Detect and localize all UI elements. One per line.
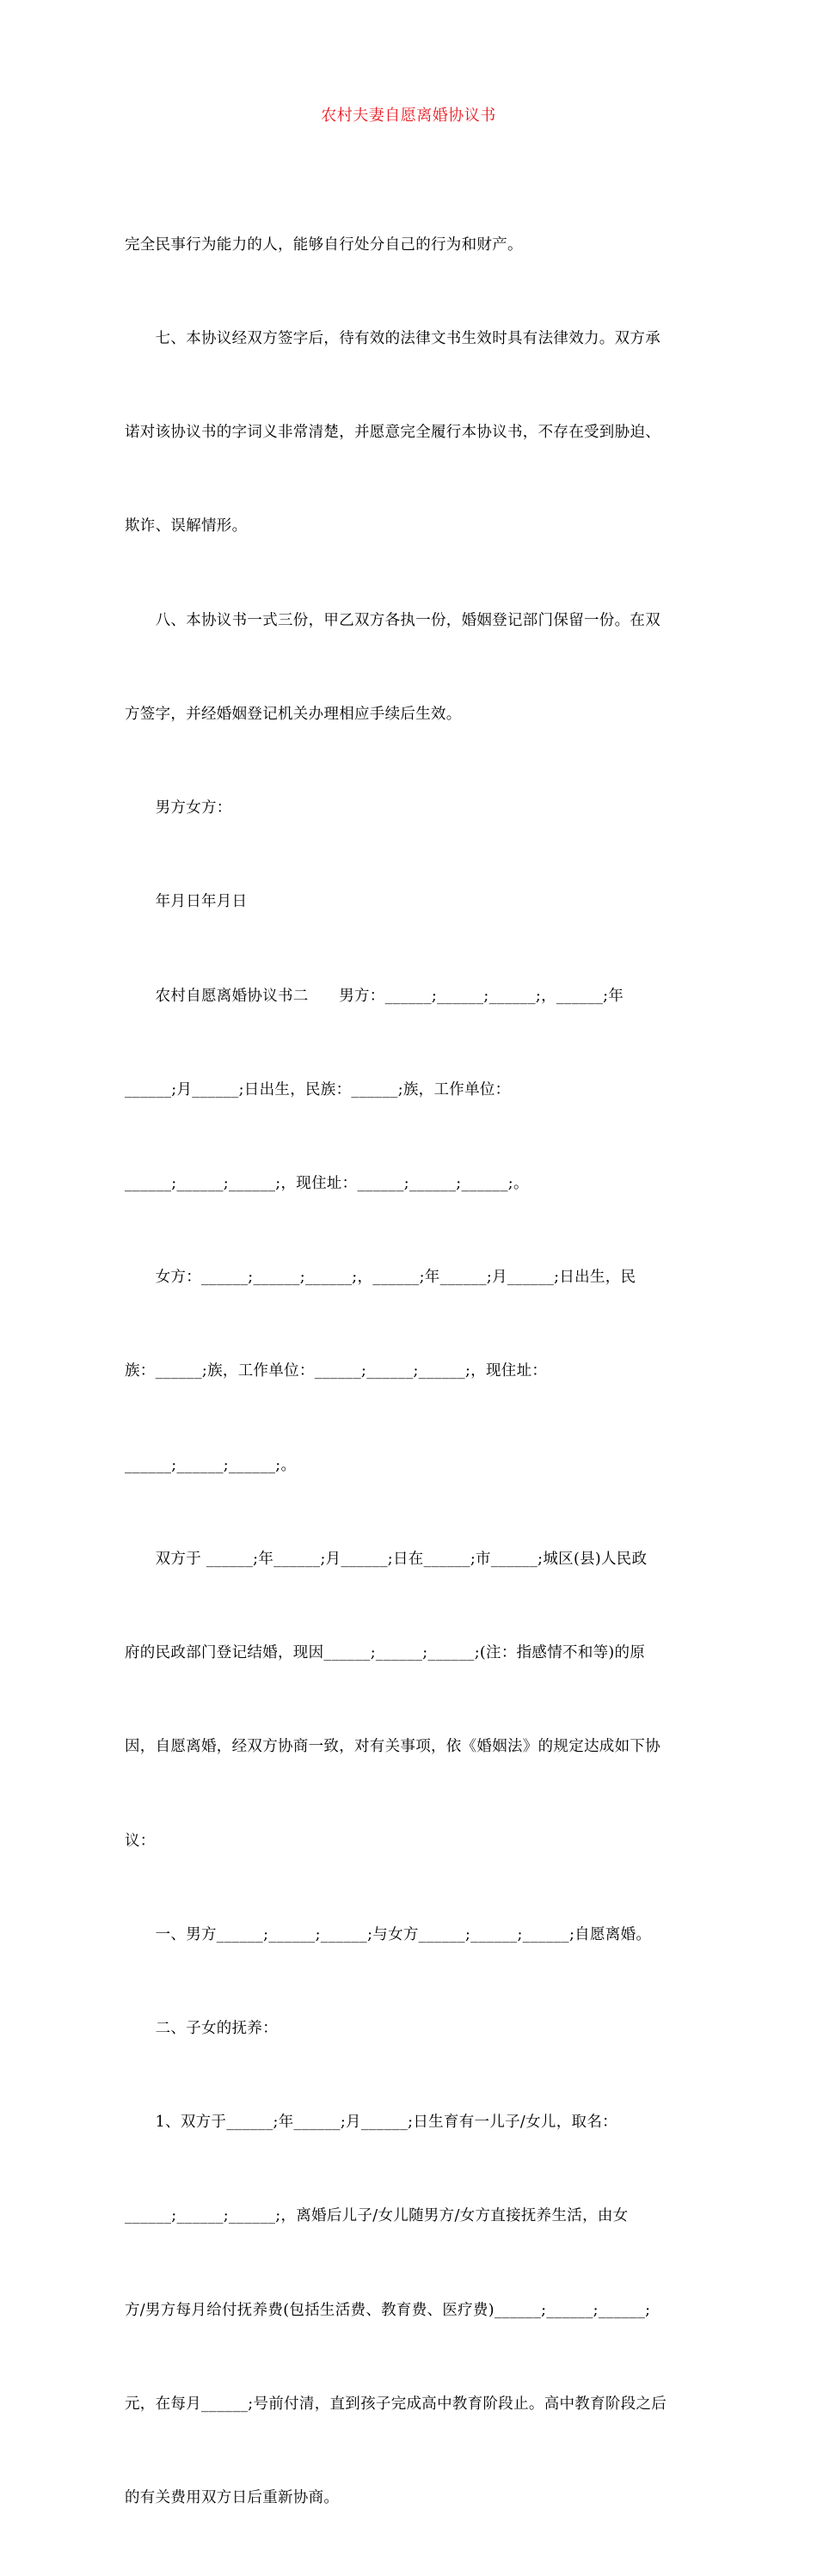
text-line: 的有关费用双方日后重新协商。 (125, 2489, 340, 2507)
text-line: 府的民政部门登记结婚，现因______;______;______;(注：指感情不和等)的原 (125, 1644, 646, 1662)
text-line: 八、本协议书一式三份，甲乙双方各执一份，婚姻登记部门保留一份。在双 (125, 611, 660, 629)
text-line: 因，自愿离婚，经双方协商一致，对有关事项，依《婚姻法》的规定达成如下协 (125, 1738, 660, 1756)
document-title: 农村夫妻自愿离婚协议书 (321, 107, 496, 125)
text-line: 元，在每月______;号前付清，直到孩子完成高中教育阶段止。高中教育阶段之后 (125, 2395, 667, 2413)
text-line: ______;______;______;。 (125, 1456, 297, 1474)
text-line: 方签字，并经婚姻登记机关办理相应手续后生效。 (125, 705, 462, 723)
text-line: ______;______;______;，现住址：______;______;______;。 (125, 1175, 529, 1192)
text-line: 完全民事行为能力的人，能够自行处分自己的行为和财产。 (125, 236, 523, 254)
text-line: 七、本协议经双方签字后，待有效的法律文书生效时具有法律效力。双方承 (125, 330, 660, 348)
text-line: 一、男方______;______;______;与女方______;______;______;自愿离婚。 (125, 1925, 652, 1943)
document-text (125, 167, 701, 2576)
text-line: 族：______;族，工作单位：______;______;______;，现住址： (125, 1362, 548, 1380)
text-line: ______;月______;日出生，民族：______;族，工作单位： (125, 1080, 511, 1098)
text-line: 农村自愿离婚协议书二 男方：______;______;______;，______;年 (125, 987, 624, 1005)
text-line: 女方：______;______;______;，______;年______;月______;日出生，民 (125, 1269, 636, 1287)
text-line: 男方女方： (125, 799, 232, 817)
document-body (125, 167, 701, 2576)
text-line: 诺对该协议书的字词义非常清楚，并愿意完全履行本协议书，不存在受到胁迫、 (125, 424, 660, 442)
text-line: 欺诈、误解情形。 (125, 517, 248, 535)
text-line: 二、子女的抚养： (125, 2019, 278, 2037)
text-line: 议： (125, 1832, 156, 1850)
text-line: 方/男方每月给付抚养费(包括生活费、教育费、医疗费)______;______;______; (125, 2301, 651, 2319)
text-line: 1、双方于______;年______;月______;日生育有一儿子/女儿，取名： (125, 2114, 617, 2132)
text-line: ______;______;______;，离婚后儿子/女儿随男方/女方直接抚养生活，由女 (125, 2207, 629, 2225)
text-line: 双方于 ______;年______;月______;日在______;市______;城区(县)人民政 (125, 1550, 648, 1568)
text-line: 年月日年月日 (125, 893, 248, 911)
